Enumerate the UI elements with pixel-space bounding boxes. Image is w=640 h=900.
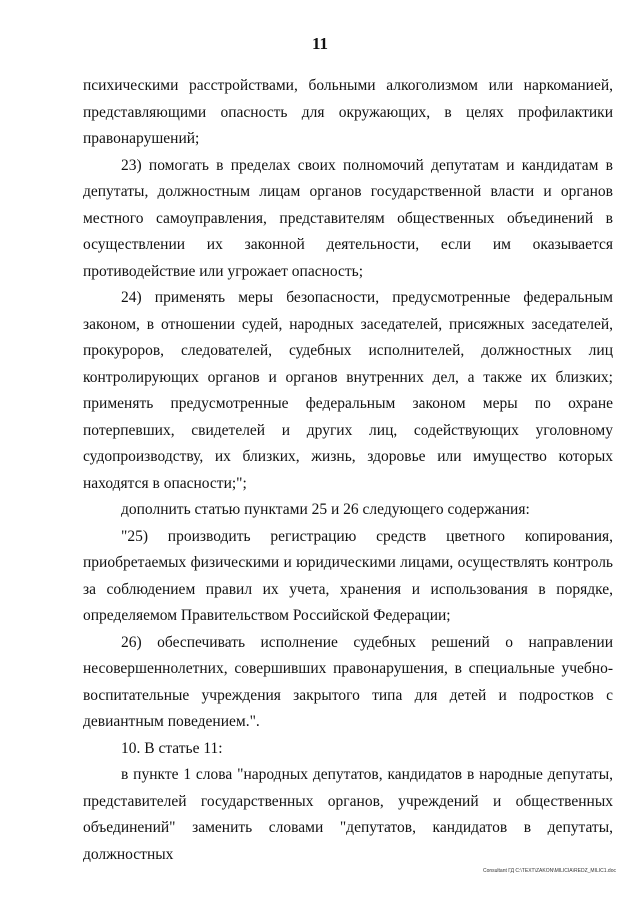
paragraph-item-23: 23) помогать в пределах своих полномочий депутатам и кандидатам в депутаты, должностным лицам органов государственной власти и органов местного самоуправления, представителям общественных объединений в осуществлении их законной деятельности, если им оказывается противодействие или угрожает опасность; [83, 156, 613, 280]
paragraph-item-25: "25) производить регистрацию средств цветного копирования, приобретаемых физическими и юридическими лицами, осуществлять контроль за соблюдением правил их учета, хранения и использования в порядке, определяемом Правительством Российской Федерации; [83, 527, 613, 624]
paragraph-amendment-intro: дополнить статью пунктами 25 и 26 следующего содержания: [121, 501, 530, 518]
document-body [83, 73, 613, 868]
paragraph-continuation: психическими расстройствами, больными алкоголизмом или наркоманией, представляющими опасность для окружающих, в целях профилактики правонарушений; [83, 77, 613, 147]
footer-file-path: Consultant ГД C:\TEXT\ZAKON\MILICIA\REDZ_MILIC1.doc [482, 868, 616, 874]
paragraph-item-24: 24) применять меры безопасности, предусмотренные федеральным законом, в отношении судей, народных заседателей, присяжных заседателей, прокуроров, следователей, судебных исполнителей, должностных лиц контролирующих органов и органов внутренних дел, а также их близких; применять предусмотренные федеральным законом меры по охране потерпевших, свидетелей и других лиц, содействующих уголовному судопроизводству, их близких, жизнь, здоровье или имущество которых находятся в опасности;"; [83, 289, 613, 492]
page-number: 11 [311, 34, 329, 53]
paragraph-item-26: 26) обеспечивать исполнение судебных решений о направлении несовершеннолетних, совершивших правонарушения, в специальные учебно-воспитательные учреждения закрытого типа для детей и подростков с девиантным поведением.". [83, 633, 613, 730]
paragraph-article-11-heading: 10. В статье 11: [121, 739, 223, 757]
paragraph-article-11-clause-1: в пункте 1 слова "народных депутатов, кандидатов в народные депутаты, представителей государственных органов, учреждений и общественных объединений" заменить словами "депутатов, кандидатов в депутаты, должностных [83, 766, 613, 863]
